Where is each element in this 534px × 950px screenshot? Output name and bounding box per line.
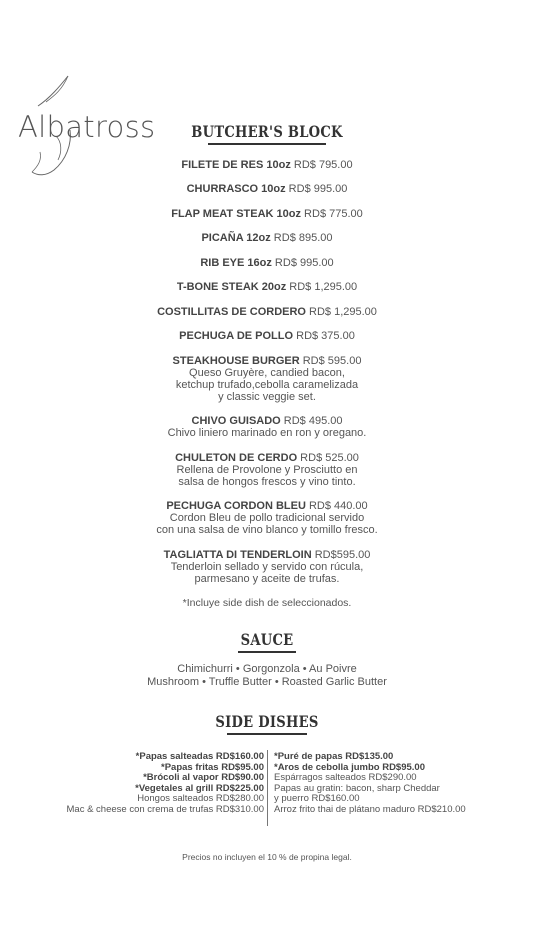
menu-item [100,355,434,403]
menu-item-name: COSTILLITAS DE CORDERO [157,305,306,318]
side-dish-item: *Brócoli al vapor RD$90.00 [143,772,264,783]
menu-item-name: TAGLIATTA DI TENDERLOIN [163,548,312,561]
sauce-line: Mushroom • Truffle Butter • Roasted Garlic Butter [147,675,387,688]
side-dish-item: Mac & cheese con crema de trufas RD$310.00 [66,803,264,815]
menu-item-name: PICAÑA 12oz [201,232,271,244]
menu-item-price: RD$ 895.00 [270,232,333,244]
side-dishes-heading [100,712,434,735]
butchers-block-section [100,122,434,609]
menu-item-price: RD$ 995.00 [271,256,334,269]
menu-item-description: Cordon Bleu de pollo tradicional servido [169,512,365,524]
butchers-block-title: BUTCHER'S BLOCK [191,122,343,141]
side-dish-item: *Puré de papas RD$135.00 [274,751,394,762]
menu-item-price: RD$ 595.00 [299,354,362,367]
menu-item-name: FLAP MEAT STEAK 10oz [171,207,301,220]
menu-item-price: RD$595.00 [311,548,371,561]
sauce-title: SAUCE [240,630,294,649]
menu-item-description: Tenderloin sellado y servido con rúcula, [170,560,364,573]
menu-item-price: RD$ 495.00 [280,415,343,427]
menu-item-name: RIB EYE 16oz [200,256,272,269]
menu-item-name: PECHUGA DE POLLO [179,330,294,342]
side-dish-item: *Aros de cebolla jumbo RD$95.00 [274,761,425,773]
menu-item-price: RD$ 1,295.00 [286,281,358,293]
menu-item-description: salsa de hongos frescos y vino tinto. [178,475,356,488]
menu-item-name: CHURRASCO 10oz [186,183,286,195]
title-underline [238,651,296,653]
menu-item [100,183,434,195]
menu-item-name: T-BONE STEAK 20oz [176,281,287,293]
side-dishes-title: SIDE DISHES [215,712,319,731]
menu-item-description: Rellena de Provolone y Prosciutto en [176,463,358,476]
menu-item-price: RD$ 525.00 [297,451,359,464]
side-dishes-right-column [274,752,466,815]
menu-item [100,500,434,536]
menu-item [100,415,434,439]
menu-item-description: ketchup trufado,cebolla caramelizada [175,378,359,391]
menu-items [100,159,434,585]
menu-item-price: RD$ 795.00 [290,158,353,171]
menu-item-description: parmesano y aceite de trufas. [194,572,340,585]
side-dish-item: Papas au gratin: bacon, sharp Cheddar [274,782,440,794]
side-dish-item: *Papas salteadas RD$160.00 [135,751,264,762]
sauce-line: Chimichurri • Gorgonzola • Au Poivre [177,662,357,675]
menu-item [100,549,434,585]
menu-item-description: Chivo liniero marinado en ron y oregano. [167,427,367,439]
menu-item-name: CHULETON DE CERDO [175,451,298,464]
side-dish-item: y puerro RD$160.00 [274,793,360,804]
column-divider [267,750,268,826]
title-underline [208,143,326,145]
side-dish-item: *Vegetales al grill RD$225.00 [135,782,264,794]
menu-item [100,232,434,244]
menu-item-price: RD$ 440.00 [305,500,368,512]
side-dish-item: Arroz frito thai de plátano maduro RD$210.00 [274,803,466,815]
side-dish-note: *Incluye side dish de seleccionados. [182,597,352,609]
menu-item [100,452,434,488]
side-dishes-left-column [67,752,265,815]
menu-item-name: STEAKHOUSE BURGER [172,354,300,367]
menu-item-price: RD$ 775.00 [301,207,363,220]
menu-item [100,330,434,342]
menu-item [100,281,434,293]
menu-item [100,208,434,220]
title-underline [227,733,307,735]
side-dish-item: *Papas fritas RD$95.00 [161,761,264,773]
menu-item-name: CHIVO GUISADO [191,415,281,427]
sauce-section [100,630,434,689]
menu-item [100,159,434,171]
menu-item-description: Queso Gruyère, candied bacon, [189,366,345,379]
side-dish-item: Espárragos salteados RD$290.00 [274,772,417,783]
footer-note: Precios no incluyen el 10 % de propina legal. [182,852,352,862]
menu-item-price: RD$ 1,295.00 [305,305,377,318]
menu-item-price: RD$ 995.00 [285,183,348,195]
menu-item-price: RD$ 375.00 [293,330,355,342]
menu-item [100,306,434,318]
menu-item-description: y classic veggie set. [218,390,316,403]
sauce-list [100,663,434,689]
menu-item-description: con una salsa de vino blanco y tomillo fresco. [156,524,378,536]
menu-item-name: FILETE DE RES 10oz [181,158,291,171]
menu-item-name: PECHUGA CORDON BLEU [166,500,306,512]
logo-text: Albatross [18,110,156,144]
menu-item [100,257,434,269]
side-dish-item: Hongos salteados RD$280.00 [137,793,264,804]
